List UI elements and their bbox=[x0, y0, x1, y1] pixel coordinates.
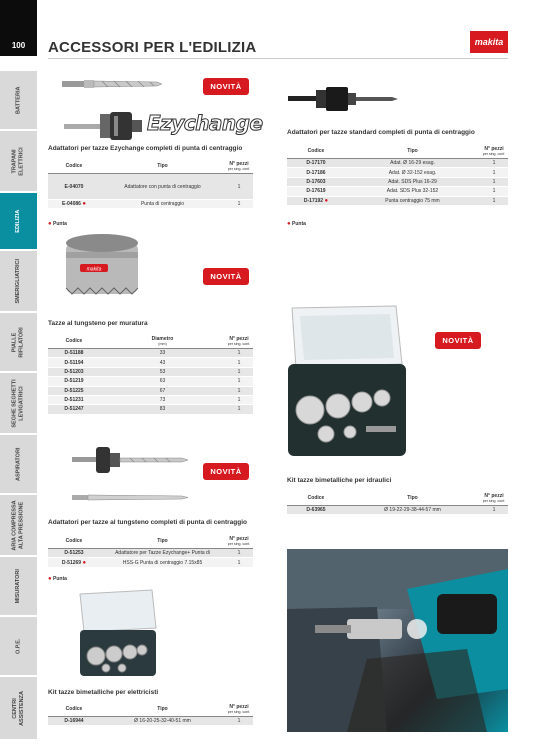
dot-icon: ● bbox=[324, 197, 329, 204]
cell-code: D-51225 bbox=[48, 386, 100, 395]
cell-qty: 1 bbox=[480, 177, 508, 186]
novita-badge: NOVITÀ bbox=[203, 268, 249, 285]
cell-qty: 1 bbox=[480, 159, 508, 168]
section-title-standard: Adattatori per tazze standard completi di punta di centraggio bbox=[287, 129, 475, 136]
novita-badge: NOVITÀ bbox=[435, 332, 481, 349]
cell-qty: 1 bbox=[225, 386, 253, 395]
standard-adapter-illustration bbox=[288, 84, 398, 114]
sidebar-item-label: TRAPANI ELETTRICI bbox=[11, 146, 25, 176]
adapter-illustration bbox=[64, 108, 144, 144]
note-text: Punta bbox=[53, 221, 67, 227]
section-title-tungsten-adapters: Adattatori per tazze al tungsteno completi di punta di centraggio bbox=[48, 519, 247, 526]
cell-type: Punta centraggio 75 mm bbox=[345, 196, 480, 205]
cell-diameter: 83 bbox=[100, 405, 225, 414]
sidebar-item-label: ASPIRATORI bbox=[15, 447, 22, 481]
cell-diameter: 43 bbox=[100, 358, 225, 367]
sidebar bbox=[0, 0, 37, 755]
note-text: Punta bbox=[53, 576, 67, 582]
col-header-sub: per sing. conf. bbox=[482, 499, 506, 503]
table-row bbox=[48, 405, 253, 414]
col-header: Codice bbox=[48, 158, 100, 174]
sidebar-item-label: EDILIZIA bbox=[15, 209, 22, 233]
svg-text:makita: makita bbox=[86, 266, 102, 273]
col-header: Tipo bbox=[345, 143, 480, 159]
dot-icon: ● bbox=[48, 221, 52, 227]
table-row bbox=[48, 386, 253, 395]
section-title-tungsten: Tazze al tungsteno per muratura bbox=[48, 320, 148, 327]
novita-badge: NOVITÀ bbox=[203, 78, 249, 95]
cell-code: D-16944 bbox=[48, 717, 100, 726]
table-row bbox=[287, 168, 508, 177]
note-punta bbox=[48, 221, 67, 227]
cell-qty: 1 bbox=[225, 717, 253, 726]
cell-code: E-04070 bbox=[48, 174, 100, 200]
code-text: E-04086 bbox=[62, 201, 81, 208]
cell-code: D-51231 bbox=[48, 395, 100, 404]
makita-logo: makita bbox=[470, 31, 508, 53]
table-ezychange bbox=[48, 158, 253, 209]
cell-qty: 1 bbox=[225, 377, 253, 386]
page-title: ACCESSORI PER L'EDILIZIA bbox=[48, 39, 257, 56]
col-header-label: N° pezzi bbox=[229, 161, 249, 167]
col-header-label: N° pezzi bbox=[229, 336, 249, 342]
note-punta bbox=[48, 576, 67, 582]
col-header bbox=[225, 533, 253, 549]
cell-qty: 1 bbox=[480, 196, 508, 205]
col-header: Codice bbox=[48, 533, 100, 549]
table-row bbox=[287, 177, 508, 186]
code-text: D-51269 bbox=[61, 559, 82, 566]
cell-code: D-17603 bbox=[287, 177, 345, 186]
cell-diameter: 63 bbox=[100, 377, 225, 386]
col-header-sub: (mm) bbox=[158, 342, 167, 346]
dot-icon: ● bbox=[82, 201, 86, 208]
cell-code: D-17619 bbox=[287, 187, 345, 196]
sidebar-item-label: ARIA COMPRESSA ALTA PRESSIONE bbox=[12, 499, 25, 551]
table-row bbox=[48, 358, 253, 367]
table-row bbox=[48, 200, 253, 209]
section-title-electricians-kit: Kit tazze bimetalliche per elettricisti bbox=[48, 689, 159, 696]
sidebar-item-label: CENTRI ASSISTENZA bbox=[12, 690, 25, 726]
sidebar-item-pialle[interactable] bbox=[0, 313, 37, 371]
sds-adapter-illustration bbox=[72, 443, 192, 508]
col-header-label: N° pezzi bbox=[484, 146, 504, 152]
col-header bbox=[480, 143, 508, 159]
col-header: Codice bbox=[287, 490, 345, 506]
col-header-label: N° pezzi bbox=[229, 704, 249, 710]
dot-icon: ● bbox=[48, 576, 52, 582]
table-row bbox=[287, 187, 508, 196]
code-text: D-17192 bbox=[303, 197, 324, 204]
table-standard bbox=[287, 143, 508, 206]
col-header: Tipo bbox=[345, 490, 480, 506]
table-row bbox=[48, 367, 253, 376]
cell-type: Ø 16-20-25-32-40-51 mm bbox=[100, 717, 225, 726]
table-row bbox=[48, 717, 253, 726]
sidebar-item-label: BATTERIA bbox=[15, 86, 22, 114]
cell-code: D-63965 bbox=[287, 506, 345, 515]
col-header: Codice bbox=[48, 333, 100, 349]
cell-type: Adattatore per Tazze Ezychange+ Punta di bbox=[100, 549, 225, 558]
cell-code: D-17186 bbox=[287, 168, 345, 177]
col-header: Tipo bbox=[100, 701, 225, 717]
sidebar-item-seghe[interactable] bbox=[0, 373, 37, 433]
sidebar-item-ope[interactable] bbox=[0, 617, 37, 675]
cell-type: Adat. Ø 16-29 esag. bbox=[345, 159, 480, 168]
col-header-sub: per sing. conf. bbox=[227, 542, 251, 546]
col-header-label: Diametro bbox=[151, 336, 174, 342]
col-header-label: N° pezzi bbox=[229, 536, 249, 542]
cell-diameter: 67 bbox=[100, 386, 225, 395]
hole-saw-illustration bbox=[58, 232, 142, 302]
cell-type: Adat. SDS Plus 32-152 bbox=[345, 187, 480, 196]
cell-code: D-51203 bbox=[48, 367, 100, 376]
col-header: Codice bbox=[287, 143, 345, 159]
col-header bbox=[480, 490, 508, 506]
sidebar-item-edilizia[interactable] bbox=[0, 193, 37, 249]
cell-qty: 1 bbox=[480, 168, 508, 177]
col-header: Tipo bbox=[100, 158, 225, 174]
col-header-label: N° pezzi bbox=[484, 493, 504, 499]
cell-type: Adattatore con punta di centraggio bbox=[100, 174, 225, 200]
cell-qty: 1 bbox=[225, 200, 253, 209]
cell-diameter: 33 bbox=[100, 349, 225, 358]
cell-type: HSS-G Punta di centraggio 7.15x85 bbox=[100, 558, 225, 567]
cell-code: D-51194 bbox=[48, 358, 100, 367]
sidebar-item-label: SMERIGLIATRICI bbox=[15, 258, 22, 304]
plumbers-kit-case-illustration bbox=[286, 302, 411, 462]
table-row bbox=[48, 377, 253, 386]
cell-qty: 1 bbox=[225, 395, 253, 404]
col-header bbox=[225, 701, 253, 717]
novita-badge: NOVITÀ bbox=[203, 463, 249, 480]
table-tungsten-adapters bbox=[48, 533, 253, 568]
cell-qty: 1 bbox=[225, 349, 253, 358]
drilling-photo bbox=[287, 549, 508, 732]
col-header-sub: per sing. conf. bbox=[482, 152, 506, 156]
col-header: Tipo bbox=[100, 533, 225, 549]
table-row bbox=[48, 558, 253, 567]
dot-icon: ● bbox=[287, 221, 291, 227]
cell-code bbox=[48, 558, 100, 567]
cell-code: D-17170 bbox=[287, 159, 345, 168]
electricians-kit-case-illustration bbox=[76, 588, 158, 680]
col-header-sub: per sing. conf. bbox=[227, 342, 251, 346]
cell-type: Ø 19-22-29-38-44-57 mm bbox=[345, 506, 480, 515]
ezychange-wordmark: Ezychange bbox=[147, 111, 263, 135]
cell-code bbox=[287, 196, 345, 205]
col-header bbox=[225, 333, 253, 349]
header-divider bbox=[48, 58, 508, 59]
cell-qty: 1 bbox=[225, 367, 253, 376]
table-row bbox=[287, 196, 508, 205]
sidebar-item-aria-compressa[interactable] bbox=[0, 495, 37, 555]
note-punta bbox=[287, 221, 306, 227]
table-row bbox=[287, 506, 508, 515]
cell-code: D-51219 bbox=[48, 377, 100, 386]
table-row bbox=[48, 395, 253, 404]
dot-icon: ● bbox=[82, 559, 87, 566]
table-plumbers-kit bbox=[287, 490, 508, 515]
cell-qty: 1 bbox=[480, 187, 508, 196]
drill-bit-illustration bbox=[62, 74, 162, 94]
table-row bbox=[287, 159, 508, 168]
sidebar-item-label: O.P.E. bbox=[15, 638, 22, 654]
sidebar-item-smerigliatrici[interactable] bbox=[0, 251, 37, 311]
table-row bbox=[48, 174, 253, 200]
sidebar-item-misuratori[interactable] bbox=[0, 557, 37, 615]
cell-qty: 1 bbox=[225, 558, 253, 567]
cell-diameter: 53 bbox=[100, 367, 225, 376]
cell-type: Adat. SDS Plus 16-29 bbox=[345, 177, 480, 186]
cell-code: D-51253 bbox=[48, 549, 100, 558]
cell-type: Punta di centraggio bbox=[100, 200, 225, 209]
col-header bbox=[225, 158, 253, 174]
sidebar-item-trapani[interactable] bbox=[0, 131, 37, 191]
section-title-ezychange: Adattatori per tazze Ezychange completi di punta di centraggio bbox=[48, 145, 243, 152]
sidebar-item-label: SEGHE SEGHETTI LEVIGATRICI bbox=[12, 378, 25, 428]
table-row bbox=[48, 549, 253, 558]
sidebar-item-batteria[interactable] bbox=[0, 71, 37, 129]
cell-diameter: 73 bbox=[100, 395, 225, 404]
sidebar-item-centri-assistenza[interactable] bbox=[0, 677, 37, 739]
page-number: 100 bbox=[0, 0, 37, 56]
col-header bbox=[100, 333, 225, 349]
note-text: Punta bbox=[292, 221, 306, 227]
cell-qty: 1 bbox=[225, 358, 253, 367]
cell-code: D-51247 bbox=[48, 405, 100, 414]
cell-code bbox=[48, 200, 100, 209]
cell-qty: 1 bbox=[225, 174, 253, 200]
col-header-sub: per sing. conf. bbox=[227, 710, 251, 714]
cell-qty: 1 bbox=[225, 549, 253, 558]
cell-qty: 1 bbox=[225, 405, 253, 414]
col-header-sub: per sing. conf. bbox=[227, 167, 251, 171]
cell-code: D-51188 bbox=[48, 349, 100, 358]
sidebar-item-label: MISURATORI bbox=[15, 568, 22, 604]
sidebar-item-label: PIALLE RIFILATORI bbox=[11, 326, 25, 358]
section-title-plumbers-kit: Kit tazze bimetalliche per idraulici bbox=[287, 477, 392, 484]
sidebar-item-aspiratori[interactable] bbox=[0, 435, 37, 493]
col-header: Codice bbox=[48, 701, 100, 717]
cell-qty: 1 bbox=[480, 506, 508, 515]
cell-type: Adat. Ø 32-152 esag. bbox=[345, 168, 480, 177]
table-row bbox=[48, 349, 253, 358]
table-electricians-kit bbox=[48, 701, 253, 726]
table-tungsten bbox=[48, 333, 253, 415]
